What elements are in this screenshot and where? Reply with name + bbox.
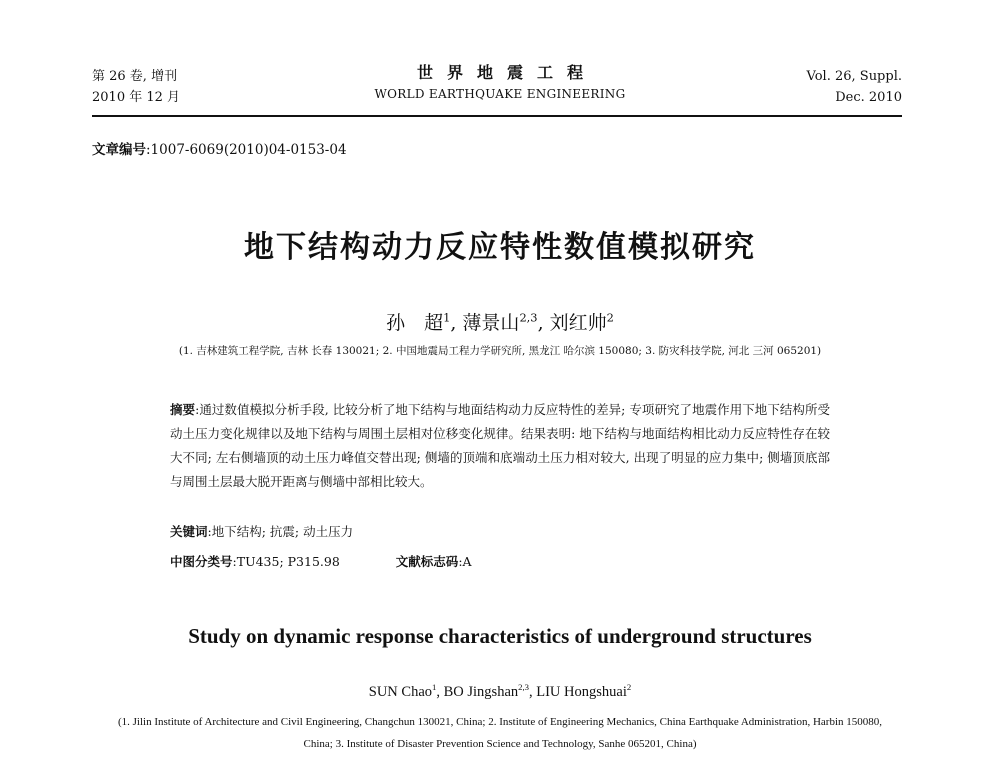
article-number-value: :1007-6069(2010)04-0153-04: [146, 142, 347, 158]
clc-value: :TU435; P315.98: [232, 554, 340, 569]
affiliation-en: (1. Jilin Institute of Architecture and Civil Engineering, Changchun 130021, China; 2. Institute of Engineering Mechanics, China Earthquake Administration, Harbin 150080, China; 3. Institute of Disaster Prevention Science and Technology, Sanhe 065201, China): [117, 716, 883, 750]
journal-title-cn: 世界地震工程: [416, 63, 597, 82]
clc-label: 中图分类号: [170, 554, 233, 569]
keywords-label: 关键词: [170, 524, 208, 539]
issue-date-cn: 2010 年 12 月: [92, 90, 181, 105]
author-affil-mark-en: 2,3: [518, 682, 529, 692]
author-name-en: BO Jingshan: [443, 683, 519, 700]
doc-code-label: 文献标志码: [395, 554, 459, 569]
author-name: 孙 超: [386, 312, 444, 334]
header-volume-info-en: [807, 66, 902, 108]
header-volume-info: [92, 66, 180, 108]
author-list-cn: [0, 308, 1000, 335]
author-affil-mark-en: 1: [432, 682, 437, 692]
volume-issue: 第 26 卷, 增刊: [92, 69, 178, 84]
paper-title-cn: 地下结构动力反应特性数值模拟研究: [244, 230, 756, 265]
author-name: 薄景山: [462, 312, 520, 334]
affiliation-cn: (1. 吉林建筑工程学院, 吉林 长春 130021; 2. 中国地震局工程力学研究所, 黑龙江 哈尔滨 150080; 3. 防灾科技学院, 河北 三河 065201): [178, 345, 822, 357]
author-name-en: SUN Chao: [368, 683, 433, 700]
author-separator: ,: [537, 312, 544, 334]
author-separator-en: ,: [529, 683, 537, 700]
journal-masthead: [300, 62, 700, 104]
author-affil-mark: 2: [606, 310, 614, 325]
article-number: [92, 138, 347, 158]
classification-line: [170, 552, 472, 570]
author-separator-en: ,: [436, 683, 444, 700]
volume-issue-en: Vol. 26, Suppl.: [806, 69, 902, 84]
abstract-cn: [170, 398, 830, 494]
paper-title-en: Study on dynamic response characteristics of underground structures: [188, 624, 812, 648]
issue-date-en: Dec. 2010: [835, 90, 902, 105]
author-name-en: LIU Hongshuai: [536, 683, 627, 700]
author-affil-mark: 1: [443, 310, 451, 325]
header-divider: [92, 115, 902, 117]
doc-code-value: :A: [458, 554, 472, 569]
article-number-label: 文章编号: [92, 142, 146, 158]
keywords-value: :地下结构; 抗震; 动土压力: [207, 524, 354, 539]
author-list-en: [0, 682, 1000, 701]
abstract-text: :通过数值模拟分析手段, 比较分析了地下结构与地面结构动力反应特性的差异; 专项研究了地震作用下地下结构所受动土压力变化规律以及地下结构与周围土层相对位移变化规律。结果表明: 地下结构与地面结构相比动力反应特性存在较大不同; 左右侧墙顶的动土压力峰值交替出现; 侧墙的顶端和底端动土压力相对较大, 出现了明显的应力集中; 侧墙顶底部与周围土层最大脱开距离与侧墙中部相比较大。: [170, 402, 830, 489]
journal-title-en: WORLD EARTHQUAKE ENGINEERING: [374, 87, 626, 101]
keywords-cn: [170, 522, 353, 540]
author-affil-mark-en: 2: [626, 682, 632, 692]
author-separator: ,: [450, 312, 457, 334]
author-name: 刘红帅: [549, 312, 607, 334]
author-affil-mark: 2,3: [519, 310, 538, 325]
abstract-label: 摘要: [170, 402, 196, 417]
